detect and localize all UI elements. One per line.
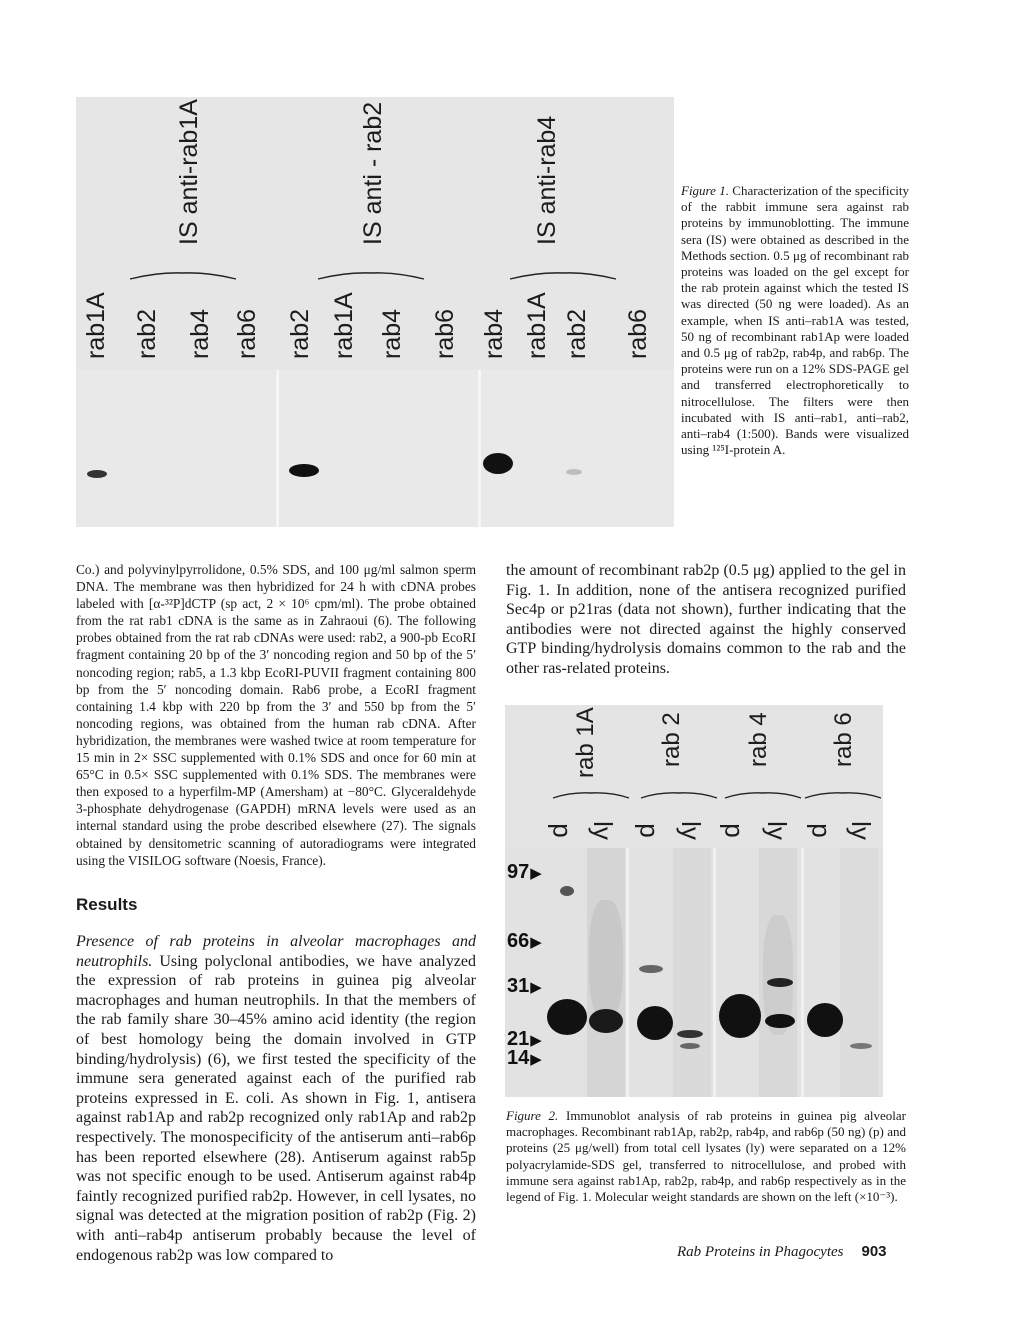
band xyxy=(566,469,582,475)
band xyxy=(639,965,663,973)
lane-label: rab1A xyxy=(82,292,110,359)
mw-marker xyxy=(507,975,542,998)
band xyxy=(289,464,319,477)
mw-marker xyxy=(507,930,542,953)
band xyxy=(767,978,793,987)
lane-label-p: p xyxy=(806,823,837,838)
band xyxy=(560,886,574,896)
band xyxy=(677,1030,703,1038)
lane-divider xyxy=(626,848,629,1097)
band xyxy=(765,1014,795,1028)
lane-label: rab6 xyxy=(624,308,652,359)
rab-label: rab 6 xyxy=(830,712,857,767)
lane-label: rab4 xyxy=(378,308,406,359)
band xyxy=(547,999,587,1035)
band xyxy=(680,1043,700,1049)
serum-label-anti-rab4: IS anti-rab4 xyxy=(533,115,561,245)
running-title: Rab Proteins in Phagocytes xyxy=(677,1244,844,1260)
lane-label: rab1A xyxy=(330,292,358,359)
brace-rab2 xyxy=(639,789,719,801)
rab-label: rab 4 xyxy=(745,712,772,767)
lane-label: rab6 xyxy=(233,308,261,359)
brace-rab6 xyxy=(803,789,883,801)
mw-marker-value: 66 xyxy=(507,930,530,952)
lane-label-ly: ly xyxy=(587,821,618,840)
brace-anti-rab2 xyxy=(316,269,426,281)
blot-panel-anti-rab2 xyxy=(276,370,479,527)
lane-label: rab6 xyxy=(431,308,459,359)
band xyxy=(719,994,761,1038)
lane-label-ly: ly xyxy=(675,821,706,840)
triangle-icon: ▶ xyxy=(530,865,542,882)
lane-label-p: p xyxy=(719,823,750,838)
lane-label: rab1A xyxy=(523,292,551,359)
lane-label: rab2 xyxy=(286,308,314,359)
serum-label-anti-rab2: IS anti - rab2 xyxy=(359,101,387,245)
brace-anti-rab4 xyxy=(508,269,618,281)
blot-panel-anti-rab1a xyxy=(76,370,275,527)
lane-strip xyxy=(840,848,878,1097)
figure-1-caption xyxy=(681,183,909,458)
band xyxy=(87,470,107,478)
figure-2-caption xyxy=(506,1108,906,1205)
figure-2-caption-lead: Figure 2. xyxy=(506,1108,559,1123)
blot-panel-anti-rab4 xyxy=(478,370,674,527)
page-number: 903 xyxy=(861,1243,887,1260)
band xyxy=(637,1006,673,1040)
mw-marker-value: 31 xyxy=(507,975,530,997)
serum-label-anti-rab1a: IS anti-rab1A xyxy=(175,99,203,245)
results-paragraph xyxy=(76,932,476,1265)
band xyxy=(589,1009,623,1033)
triangle-icon: ▶ xyxy=(530,1032,542,1049)
lane-label-ly: ly xyxy=(845,821,876,840)
lane-divider xyxy=(801,848,804,1097)
lane-label-p: p xyxy=(547,823,578,838)
lane-label: rab4 xyxy=(480,308,508,359)
figure-2 xyxy=(505,705,883,1097)
band xyxy=(483,453,513,474)
mw-marker xyxy=(507,861,542,884)
brace-anti-rab1a xyxy=(128,269,238,281)
mw-marker xyxy=(507,1047,542,1070)
triangle-icon: ▶ xyxy=(530,1051,542,1068)
smear xyxy=(589,900,623,1020)
mw-marker-value: 21 xyxy=(507,1028,530,1050)
figure-1-caption-lead: Figure 1. xyxy=(681,183,729,198)
results-subheading: Presence of rab proteins in alveolar macrophages and neutrophils. xyxy=(76,933,476,970)
lane-divider xyxy=(713,848,716,1097)
triangle-icon: ▶ xyxy=(530,979,542,996)
mw-marker-value: 97 xyxy=(507,861,530,883)
results-heading: Results xyxy=(76,895,138,914)
lane-strip xyxy=(673,848,711,1097)
lane-label: rab2 xyxy=(563,308,591,359)
methods-paragraph: Co.) and polyvinylpyrrolidone, 0.5% SDS, and 100 μg/ml salmon sperm DNA. The membrane was then hybridized for 24 h with cDNA probes labeled with [α-³²P]dCTP (sp act, 2 × 10⁶ cpm/ml). The probe obtained from the rat rab1 cDNA is the same as in Zahraoui (6). The following probes obtained from the rat rab cDNAs were used: rab2, a 900-pb EcoRI fragment containing 20 bp of the 3′ noncoding region and 50 bp of the 5′ noncoding region; rab5, a 1.3 kbp EcoRI-PUVII fragment containing 800 bp from the 5′ noncoding domain. Rab6 probe, a EcoRI fragment containing 1.4 kbp with 220 bp from the 3′ and 550 bp from the 5′ noncoding regions, was obtained from the human rab cDNA. After hybridization, the membranes were washed twice at room temperature for 15 min in 2× SSC supplemented with 0.1% SDS and once for 60 min at 65°C in 0.5× SSC supplemented with 0.1% SDS. The membranes were then exposed to a hyperfilm-MP (Amersham) at −80°C. Glyceraldehyde 3-phosphate dehydrogenase (GAPDH) mRNA levels were used as an internal standard using the probe described elsewhere (27). The signals obtained by densitometric scanning of autoradiograms were integrated using the VISILOG software (Noesis, France). xyxy=(76,562,476,868)
page-footer xyxy=(677,1243,887,1261)
figure-1 xyxy=(76,97,674,527)
band xyxy=(850,1043,872,1049)
figure-1-caption-text: Characterization of the specificity of the rabbit immune sera against rab proteins by immunoblotting. The immune sera (IS) were obtained as described in the Methods section. 0.5 μg of recombinant rab proteins was loaded on the gel except for the rab protein against which the tested IS was directed (50 ng were loaded). As an example, when IS anti–rab1A was tested, 50 ng of recombinant rab1Ap were loaded and 0.5 μg of rab2p, rab4p, and rab6p. The proteins were run on a 12% SDS-PAGE gel and transferred electrophoretically to nitrocellulose. The filters were then incubated with IS anti–rab1, anti–rab2, anti–rab4 (1:500). Bands were visualized using ¹²⁵I-protein A. xyxy=(681,183,909,458)
rab-label: rab 2 xyxy=(658,712,685,767)
lane-label: rab4 xyxy=(186,308,214,359)
brace-rab4 xyxy=(723,789,803,801)
brace-rab1a xyxy=(551,789,631,801)
mw-marker-value: 14 xyxy=(507,1047,530,1069)
rab-label: rab 1A xyxy=(572,707,599,778)
right-column-paragraph: the amount of recombinant rab2p (0.5 μg) applied to the gel in Fig. 1. In addition, none of the antisera recognized purified Sec4p or p21ras (data not shown), further indicating that the antibodies were not directed against the highly conserved GTP binding/hydrolysis domains common to the rab and the other ras-related proteins. xyxy=(506,562,906,677)
triangle-icon: ▶ xyxy=(530,934,542,951)
lane-label-p: p xyxy=(634,823,665,838)
lane-label-ly: ly xyxy=(761,821,792,840)
figure-2-caption-text: Immunoblot analysis of rab proteins in guinea pig alveolar macrophages. Recombinant rab1Ap, rab2p, rab4p, and rab6p (50 ng) (p) and proteins (25 μg/well) from total cell lysates (ly) were separated on a 12% polyacrylamide-SDS gel, transferred to nitrocellulose, and probed with immune sera against rab1Ap, rab2p, rab4p, and rab6p respectively as in the legend of Fig. 1. Molecular weight standards are shown on the left (×10⁻³). xyxy=(506,1108,906,1205)
band xyxy=(807,1003,843,1037)
lane-label: rab2 xyxy=(133,308,161,359)
results-text: Using polyclonal antibodies, we have analyzed the expression of rab proteins in guinea pig alveolar macrophages and human neutrophils. In that the members of the rab family share 30–45% amino acid identity (the region of best homology being the domain involved in GTP binding/hydrolysis) (6), we first tested the specificity of the immune sera generated against each of the purified rab proteins expressed in E. coli. As shown in Fig. 1, antisera against rab1Ap and rab2p recognized only rab1Ap and rab2p respectively. The monospecificity of the antiserum anti–rab6p has been reported elsewhere (28). Antiserum against rab5p was not specific enough to be used. Antiserum against rab4p faintly recognized purified rab2p. However, in cell lysates, no signal was detected at the migration position of rab2p (Fig. 2) with anti–rab4p antiserum probably because the level of endogenous rab2p was low compared to xyxy=(76,952,476,1264)
